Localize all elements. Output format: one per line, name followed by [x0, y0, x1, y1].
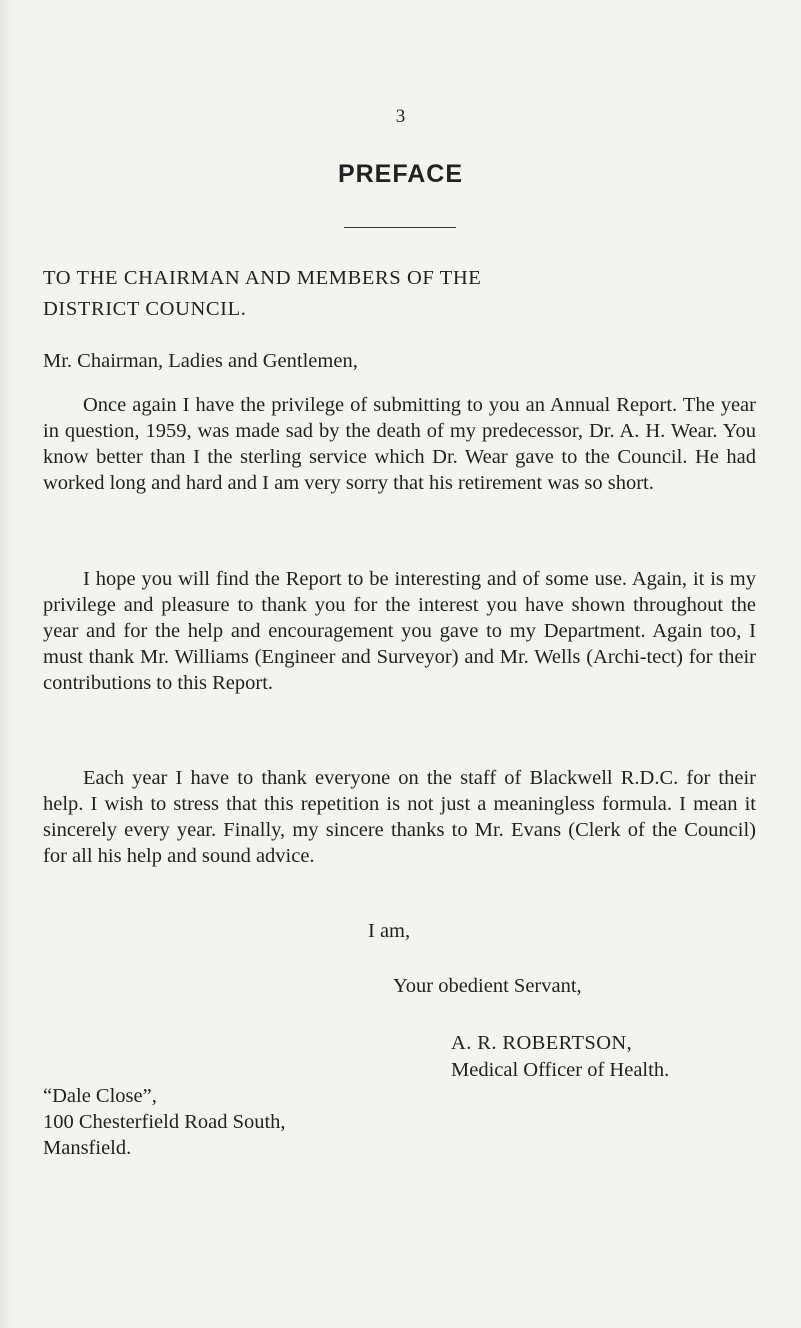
closing-line-1: I am,	[368, 920, 411, 942]
address-block	[43, 1083, 286, 1161]
paragraph-2: I hope you will find the Report to be interesting and of some use. Again, it is my privilege and pleasure to thank you for the interest you have shown throughout the year and for the help and encouragement you gave to my Department. Again too, I must thank Mr. Williams (Engineer and Surveyor) and Mr. Wells (Archi-tect) for their contributions to this Report.	[43, 568, 756, 694]
closing-line-2: Your obedient Servant,	[393, 975, 582, 997]
page-number: 3	[395, 106, 406, 127]
signature-name: A. R. ROBERTSON,	[451, 1032, 633, 1054]
address-line-2: 100 Chesterfield Road South,	[43, 1111, 286, 1133]
address-line-3: Mansfield.	[43, 1137, 132, 1159]
addressee	[43, 265, 763, 322]
paragraph-1: Once again I have the privilege of submitting to you an Annual Report. The year in question, 1959, was made sad by the death of my predecessor, Dr. A. H. Wear. You know better than I the sterling service which Dr. Wear gave to the Council. He had worked long and hard and I am very sorry that his retirement was so short.	[43, 394, 756, 494]
title-divider	[344, 227, 456, 228]
addressee-line-2: DISTRICT COUNCIL.	[43, 298, 247, 320]
addressee-line-1: TO THE CHAIRMAN AND MEMBERS OF THE	[43, 267, 482, 289]
page-title: PREFACE	[337, 160, 464, 188]
paragraph-3: Each year I have to thank everyone on the staff of Blackwell R.D.C. for their help. I wish to stress that this repetition is not just a meaningless formula. I mean it sincerely every year. Finally, my sincere thanks to Mr. Evans (Clerk of the Council) for all his help and sound advice.	[43, 767, 756, 867]
signature-title: Medical Officer of Health.	[451, 1059, 670, 1081]
page-edge-shadow	[0, 0, 14, 1328]
address-line-1: “Dale Close”,	[43, 1085, 157, 1107]
salutation: Mr. Chairman, Ladies and Gentlemen,	[43, 350, 358, 372]
